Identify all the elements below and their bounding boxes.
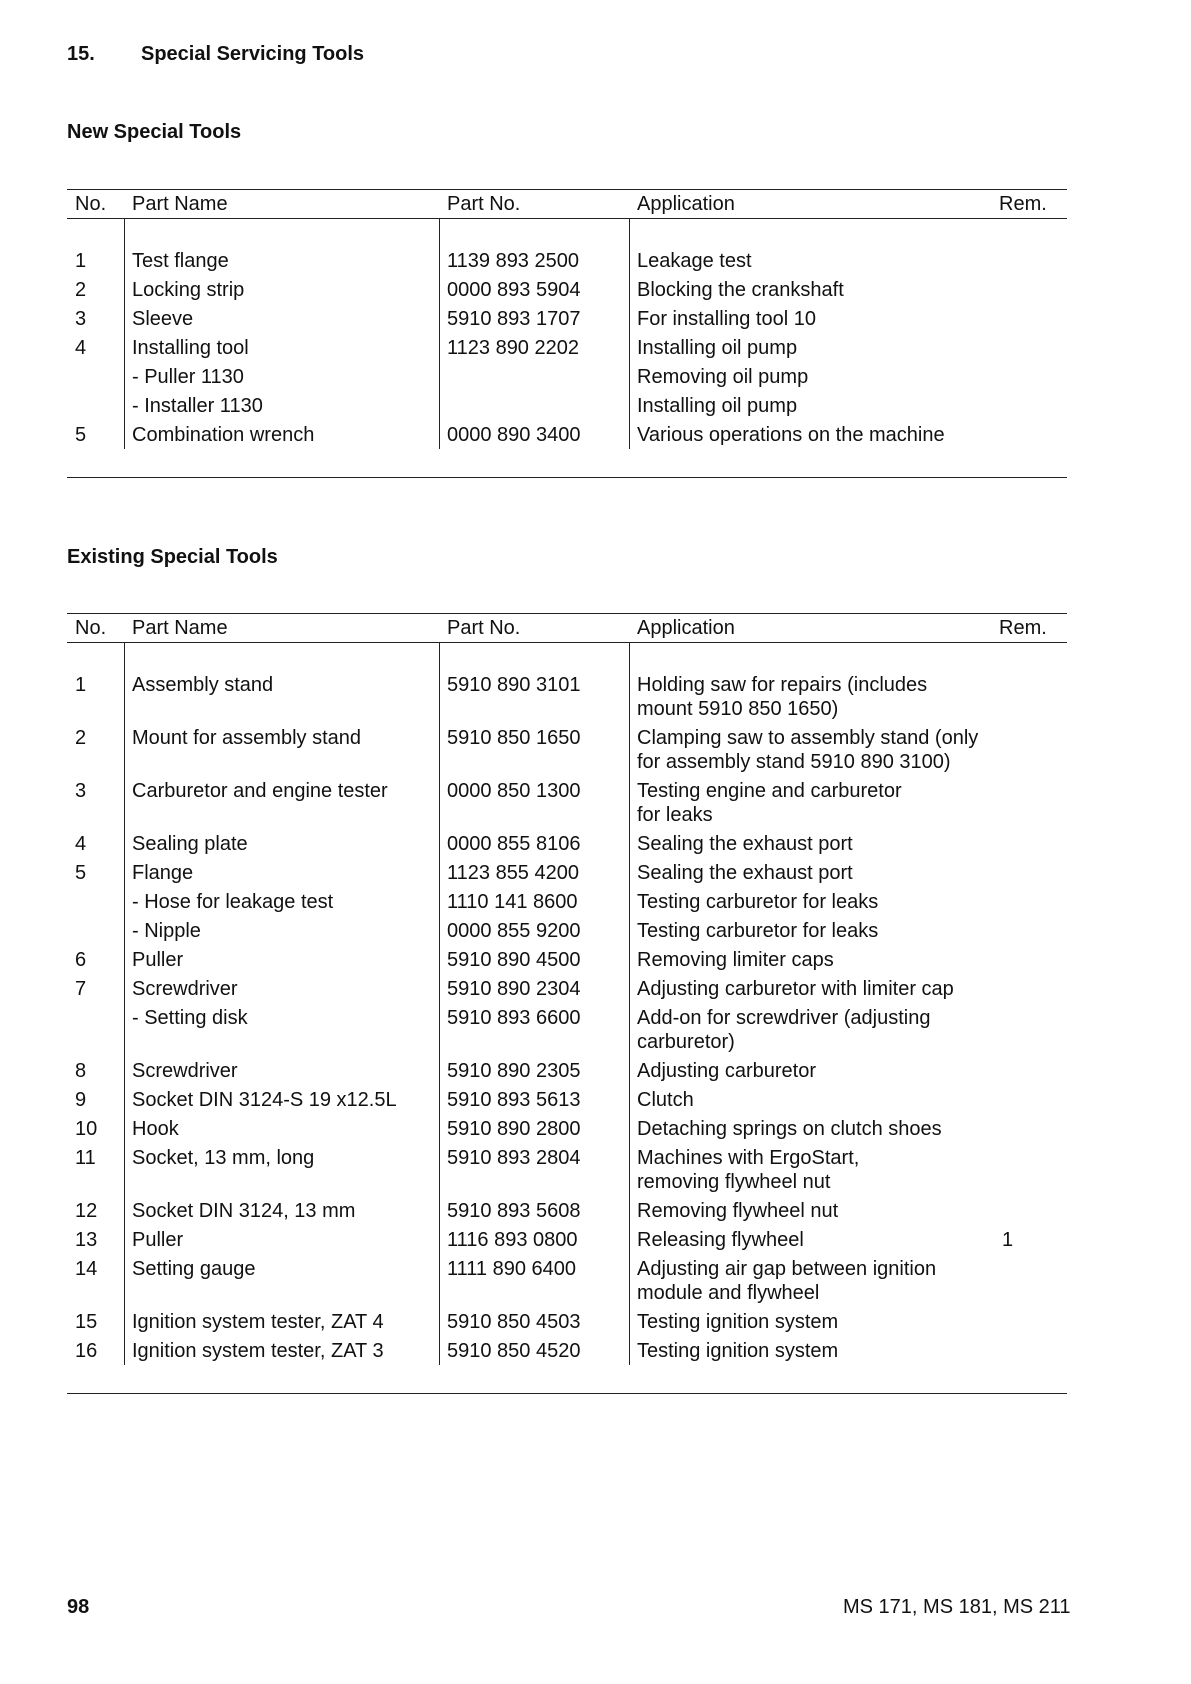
application: Machines with ErgoStart,: [637, 1147, 860, 1169]
col-name-header: Part Name: [132, 617, 228, 639]
section-heading: [67, 43, 364, 66]
part-number: 5910 890 2305: [447, 1060, 581, 1082]
application: Releasing flywheel: [637, 1229, 804, 1251]
row-number: 3: [75, 780, 87, 802]
existing-tools-table: [67, 613, 1067, 1362]
part-name: Mount for assembly stand: [132, 727, 361, 749]
section-title: Special Servicing Tools: [141, 43, 365, 65]
new-tools-title: New Special Tools: [67, 121, 242, 143]
application: Removing oil pump: [637, 366, 809, 388]
part-number: 5910 850 4503: [447, 1311, 581, 1333]
part-number: 1123 890 2202: [447, 337, 579, 359]
new-tools-table: [67, 189, 1067, 446]
part-number: 0000 893 5904: [447, 279, 581, 301]
part-number: 0000 855 9200: [447, 920, 581, 942]
section-number: 15.: [67, 43, 95, 65]
part-name: Ignition system tester, ZAT 3: [132, 1340, 384, 1362]
row-number: 12: [75, 1200, 98, 1222]
table-bottom-rule: [67, 1393, 1067, 1394]
row-number: 1: [75, 250, 87, 272]
part-name: Assembly stand: [132, 674, 274, 696]
part-number: 5910 893 6600: [447, 1007, 581, 1029]
part-name: Socket DIN 3124-S 19 x12.5L: [132, 1089, 397, 1111]
column-divider: [439, 643, 440, 1365]
application: Sealing the exhaust port: [637, 862, 853, 884]
part-name: Socket DIN 3124, 13 mm: [132, 1200, 356, 1222]
part-name: - Puller 1130: [132, 366, 244, 388]
row-number: 10: [75, 1118, 98, 1140]
row-number: 6: [75, 949, 87, 971]
row-number: 2: [75, 279, 87, 301]
part-name: Screwdriver: [132, 978, 238, 1000]
application: Blocking the crankshaft: [637, 279, 844, 301]
col-application-header: Application: [637, 193, 735, 215]
part-number: 5910 893 2804: [447, 1147, 581, 1169]
row-number: 2: [75, 727, 87, 749]
part-name: Hook: [132, 1118, 179, 1140]
row-number: 4: [75, 337, 87, 359]
part-number: 5910 893 5608: [447, 1200, 581, 1222]
part-name: Puller: [132, 949, 184, 971]
col-name-header: Part Name: [132, 193, 228, 215]
row-number: 16: [75, 1340, 98, 1362]
part-number: 0000 890 3400: [447, 424, 581, 446]
column-divider: [124, 219, 125, 449]
application: Adjusting carburetor with limiter cap: [637, 978, 954, 1000]
application: carburetor): [637, 1031, 735, 1053]
application: module and flywheel: [637, 1282, 820, 1304]
part-number: 1111 890 6400: [447, 1258, 577, 1280]
application: Clamping saw to assembly stand (only: [637, 727, 979, 749]
col-part-header: Part No.: [447, 193, 521, 215]
part-number: 5910 850 1650: [447, 727, 581, 749]
part-name: Test flange: [132, 250, 229, 272]
application: for leaks: [637, 804, 713, 826]
row-number: 13: [75, 1229, 98, 1251]
part-name: Sealing plate: [132, 833, 248, 855]
application: Various operations on the machine: [637, 424, 945, 446]
application: Adjusting carburetor: [637, 1060, 816, 1082]
application: Holding saw for repairs (includes: [637, 674, 928, 696]
row-number: 5: [75, 424, 87, 446]
part-number: 5910 893 5613: [447, 1089, 581, 1111]
part-name: Puller: [132, 1229, 184, 1251]
existing-tools-title: Existing Special Tools: [67, 546, 278, 568]
part-number: 5910 850 4520: [447, 1340, 581, 1362]
part-name: Socket, 13 mm, long: [132, 1147, 315, 1169]
application: Removing flywheel nut: [637, 1200, 839, 1222]
row-number: 11: [75, 1147, 96, 1169]
page-number: 98: [67, 1596, 90, 1618]
row-number: 9: [75, 1089, 87, 1111]
part-name: Combination wrench: [132, 424, 315, 446]
col-no-header: No.: [75, 617, 107, 639]
application: Clutch: [637, 1089, 694, 1111]
part-name: Flange: [132, 862, 194, 884]
table-bottom-rule: [67, 477, 1067, 478]
col-application-header: Application: [637, 617, 735, 639]
col-rem-header: Rem.: [999, 617, 1047, 639]
part-number: 1110 141 8600: [447, 891, 578, 913]
row-number: 14: [75, 1258, 98, 1280]
application: Adjusting air gap between ignition: [637, 1258, 937, 1280]
part-name: - Hose for leakage test: [132, 891, 334, 913]
row-number: 5: [75, 862, 87, 884]
part-name: Ignition system tester, ZAT 4: [132, 1311, 384, 1333]
application: Add-on for screwdriver (adjusting: [637, 1007, 931, 1029]
part-name: Sleeve: [132, 308, 194, 330]
row-number: 1: [75, 674, 87, 696]
col-no-header: No.: [75, 193, 107, 215]
column-divider: [629, 219, 630, 449]
part-number: 5910 890 2800: [447, 1118, 581, 1140]
application: Testing ignition system: [637, 1311, 839, 1333]
col-part-header: Part No.: [447, 617, 521, 639]
application: Leakage test: [637, 250, 752, 272]
application: Testing engine and carburetor: [637, 780, 902, 802]
part-number: 5910 890 4500: [447, 949, 581, 971]
part-number: 5910 893 1707: [447, 308, 581, 330]
application: Sealing the exhaust port: [637, 833, 853, 855]
application: Testing carburetor for leaks: [637, 920, 879, 942]
part-name: Setting gauge: [132, 1258, 256, 1280]
part-number: 0000 850 1300: [447, 780, 581, 802]
application: Detaching springs on clutch shoes: [637, 1118, 942, 1140]
row-number: 4: [75, 833, 87, 855]
row-number: 15: [75, 1311, 98, 1333]
part-name: Screwdriver: [132, 1060, 238, 1082]
part-name: - Installer 1130: [132, 395, 263, 417]
column-divider: [629, 643, 630, 1365]
application: removing flywheel nut: [637, 1171, 831, 1193]
remark: 1: [1002, 1229, 1014, 1251]
application: Installing oil pump: [637, 337, 798, 359]
part-number: 0000 855 8106: [447, 833, 581, 855]
part-number: 1116 893 0800: [447, 1229, 578, 1251]
part-number: 1139 893 2500: [447, 250, 579, 272]
column-divider: [439, 219, 440, 449]
application: Installing oil pump: [637, 395, 798, 417]
part-number: 1123 855 4200: [447, 862, 579, 884]
application: mount 5910 850 1650): [637, 698, 839, 720]
part-name: - Setting disk: [132, 1007, 248, 1029]
part-name: - Nipple: [132, 920, 201, 942]
table-header: [67, 613, 1067, 643]
application: Testing carburetor for leaks: [637, 891, 879, 913]
row-number: 3: [75, 308, 87, 330]
table-header: [67, 189, 1067, 219]
part-number: 5910 890 3101: [447, 674, 581, 696]
row-number: 8: [75, 1060, 87, 1082]
application: Testing ignition system: [637, 1340, 839, 1362]
part-name: Locking strip: [132, 279, 245, 301]
application: Removing limiter caps: [637, 949, 834, 971]
row-number: 7: [75, 978, 87, 1000]
column-divider: [124, 643, 125, 1365]
model-list: MS 171, MS 181, MS 211: [843, 1596, 1071, 1618]
part-number: 5910 890 2304: [447, 978, 581, 1000]
col-rem-header: Rem.: [999, 193, 1047, 215]
part-name: Carburetor and engine tester: [132, 780, 388, 802]
application: for assembly stand 5910 890 3100): [637, 751, 951, 773]
part-name: Installing tool: [132, 337, 249, 359]
application: For installing tool 10: [637, 308, 816, 330]
